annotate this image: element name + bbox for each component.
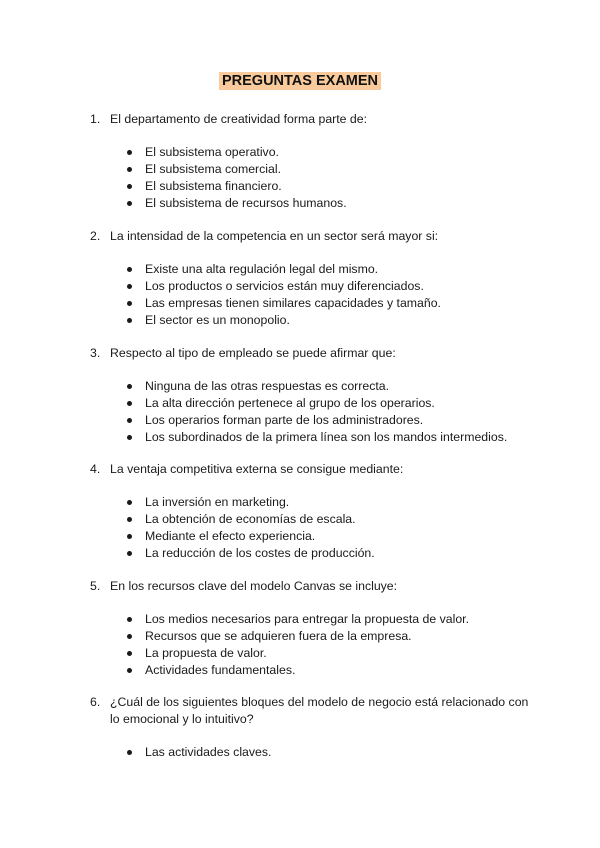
list-item bbox=[126, 744, 271, 761]
option-text: La reducción de los costes de producción. bbox=[145, 546, 375, 560]
option-text: Los medios necesarios para entregar la propuesta de valor. bbox=[145, 612, 470, 626]
page-title: PREGUNTAS EXAMEN bbox=[219, 72, 381, 90]
list-item bbox=[126, 645, 469, 662]
bullet-icon bbox=[127, 750, 132, 755]
question-number: 5. bbox=[90, 579, 101, 593]
bullet-icon bbox=[127, 551, 132, 556]
bullet-icon bbox=[127, 651, 132, 656]
bullet-icon bbox=[127, 284, 132, 289]
page-title-wrap bbox=[0, 72, 600, 90]
question-2 bbox=[90, 228, 540, 245]
bullet-icon bbox=[127, 167, 132, 172]
bullet-icon bbox=[127, 150, 132, 155]
option-text: Las empresas tienen similares capacidades y tamaño. bbox=[145, 296, 441, 310]
list-item bbox=[126, 161, 347, 178]
option-text: Existe una alta regulación legal del mismo. bbox=[145, 262, 379, 276]
question-text: ¿Cuál de los siguientes bloques del modelo de negocio está relacionado con lo emocional y lo intuitivo? bbox=[110, 695, 529, 726]
bullet-icon bbox=[127, 617, 132, 622]
bullet-icon bbox=[127, 534, 132, 539]
option-text: La propuesta de valor. bbox=[145, 646, 267, 660]
question-number: 6. bbox=[90, 695, 101, 709]
option-text: Actividades fundamentales. bbox=[145, 663, 296, 677]
question-1 bbox=[90, 111, 540, 128]
bullet-icon bbox=[127, 668, 132, 673]
list-item bbox=[126, 511, 375, 528]
question-text: La ventaja competitiva externa se consigue mediante: bbox=[110, 462, 404, 476]
bullet-icon bbox=[127, 201, 132, 206]
question-number: 3. bbox=[90, 346, 101, 360]
list-item bbox=[126, 144, 347, 161]
question-3 bbox=[90, 345, 540, 362]
bullet-icon bbox=[127, 384, 132, 389]
bullet-icon bbox=[127, 517, 132, 522]
question-number: 1. bbox=[90, 112, 101, 126]
question-text: La intensidad de la competencia en un sector será mayor si: bbox=[110, 229, 439, 243]
list-item bbox=[126, 178, 347, 195]
option-text: El subsistema financiero. bbox=[145, 179, 282, 193]
options-list-1 bbox=[126, 144, 347, 212]
option-text: La obtención de economías de escala. bbox=[145, 512, 356, 526]
list-item bbox=[126, 412, 507, 429]
question-5 bbox=[90, 578, 540, 595]
options-list-6 bbox=[126, 744, 271, 761]
question-4 bbox=[90, 461, 540, 478]
bullet-icon bbox=[127, 418, 132, 423]
option-text: El subsistema comercial. bbox=[145, 162, 281, 176]
options-list-5 bbox=[126, 611, 469, 679]
question-6 bbox=[90, 694, 540, 727]
list-item bbox=[126, 195, 347, 212]
list-item bbox=[126, 295, 441, 312]
list-item bbox=[126, 278, 441, 295]
option-text: El sector es un monopolio. bbox=[145, 313, 290, 327]
list-item bbox=[126, 662, 469, 679]
list-item bbox=[126, 528, 375, 545]
bullet-icon bbox=[127, 318, 132, 323]
options-list-3 bbox=[126, 378, 507, 446]
bullet-icon bbox=[127, 500, 132, 505]
option-text: La inversión en marketing. bbox=[145, 495, 290, 509]
list-item bbox=[126, 494, 375, 511]
bullet-icon bbox=[127, 184, 132, 189]
options-list-2 bbox=[126, 261, 441, 329]
list-item bbox=[126, 312, 441, 329]
list-item bbox=[126, 545, 375, 562]
option-text: Los subordinados de la primera línea son los mandos intermedios. bbox=[145, 430, 508, 444]
list-item bbox=[126, 429, 507, 446]
option-text: Recursos que se adquieren fuera de la empresa. bbox=[145, 629, 412, 643]
bullet-icon bbox=[127, 301, 132, 306]
list-item bbox=[126, 395, 507, 412]
bullet-icon bbox=[127, 435, 132, 440]
bullet-icon bbox=[127, 401, 132, 406]
list-item bbox=[126, 261, 441, 278]
question-text: Respecto al tipo de empleado se puede afirmar que: bbox=[110, 346, 396, 360]
list-item bbox=[126, 378, 507, 395]
question-number: 2. bbox=[90, 229, 101, 243]
option-text: El subsistema de recursos humanos. bbox=[145, 196, 347, 210]
bullet-icon bbox=[127, 267, 132, 272]
question-number: 4. bbox=[90, 462, 101, 476]
question-text: El departamento de creatividad forma parte de: bbox=[110, 112, 368, 126]
options-list-4 bbox=[126, 494, 375, 562]
option-text: Los productos o servicios están muy diferenciados. bbox=[145, 279, 424, 293]
option-text: El subsistema operativo. bbox=[145, 145, 279, 159]
list-item bbox=[126, 611, 469, 628]
bullet-icon bbox=[127, 634, 132, 639]
option-text: Las actividades claves. bbox=[145, 745, 272, 759]
option-text: La alta dirección pertenece al grupo de los operarios. bbox=[145, 396, 435, 410]
option-text: Los operarios forman parte de los administradores. bbox=[145, 413, 424, 427]
option-text: Mediante el efecto experiencia. bbox=[145, 529, 316, 543]
question-text: En los recursos clave del modelo Canvas se incluye: bbox=[110, 579, 398, 593]
list-item bbox=[126, 628, 469, 645]
option-text: Ninguna de las otras respuestas es correcta. bbox=[145, 379, 390, 393]
